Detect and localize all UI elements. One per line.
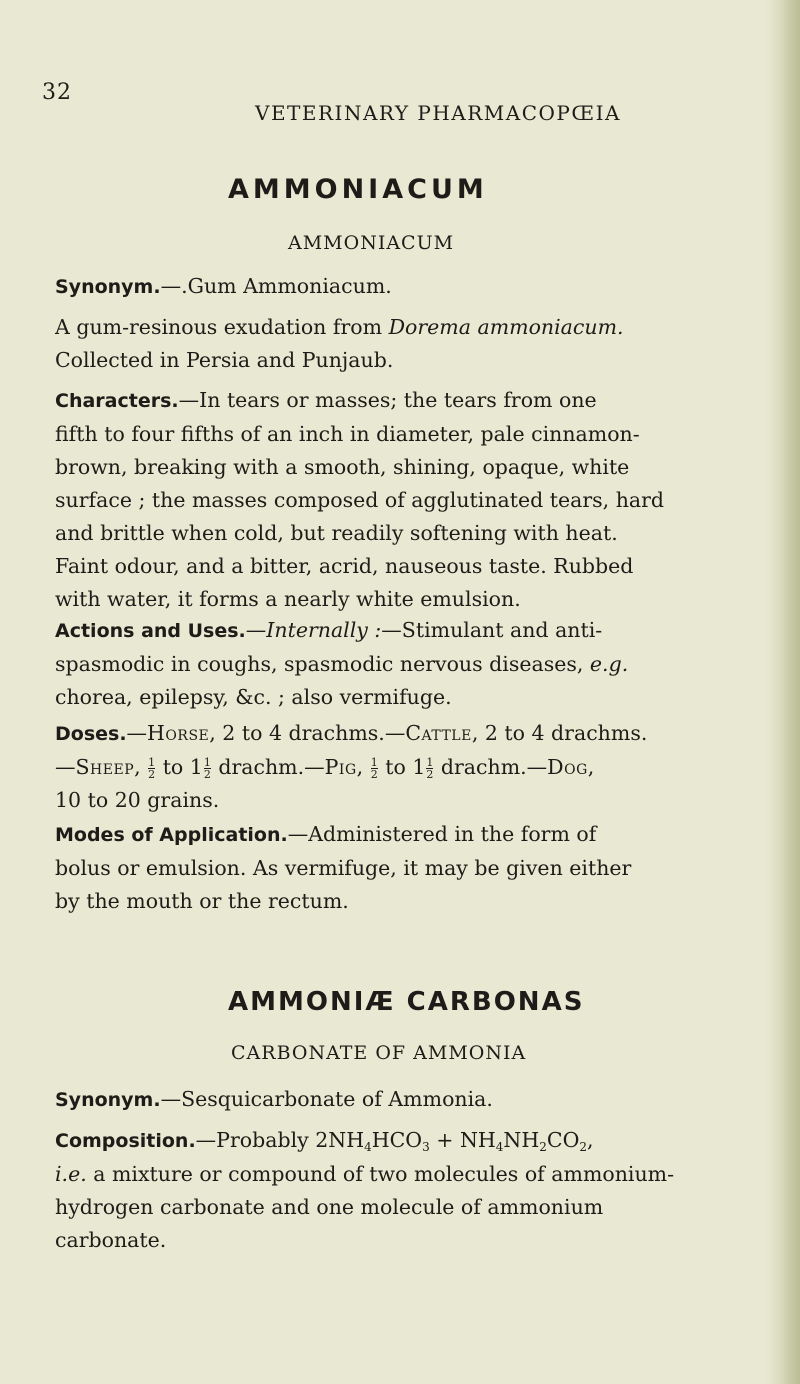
composition-line-1	[55, 1124, 740, 1158]
formula-subscript: 4	[495, 1140, 504, 1154]
dose-pig-text: to 1	[378, 755, 426, 779]
composition-label: Composition.	[55, 1130, 196, 1152]
section-subtitle-carbonate-of-ammonia: CARBONATE OF AMMONIA	[231, 1042, 527, 1064]
fraction-denominator: 2	[203, 768, 211, 781]
composition-line-4: carbonate.	[55, 1228, 167, 1252]
doses-dash: —	[126, 721, 148, 745]
formula-part: NH	[503, 1128, 540, 1152]
dose-sheep-text: to 1	[156, 755, 203, 779]
characters-line-4: surface ; the masses composed of agglutinated tears, hard	[55, 488, 665, 512]
formula-part: ,	[587, 1128, 594, 1152]
fraction-denominator: 2	[148, 768, 156, 781]
doses-line-1	[55, 717, 740, 751]
description-line-1	[55, 311, 740, 344]
characters-line-7: with water, it forms a nearly white emulsion.	[55, 587, 521, 611]
dose-animal-sheep: Sheep	[75, 755, 135, 779]
dose-horse-text: , 2 to 4 drachms.—	[209, 721, 406, 745]
formula-subscript: 4	[364, 1140, 372, 1154]
section-subtitle-ammoniacum: AMMONIACUM	[288, 232, 455, 254]
formula-part: + NH	[429, 1128, 496, 1152]
actions-text: spasmodic in coughs, spasmodic nervous diseases,	[55, 652, 590, 676]
composition-line-3: hydrogen carbonate and one molecule of ammonium	[55, 1195, 604, 1219]
actions-label: Actions and Uses.	[55, 620, 246, 642]
fraction-numerator: 1	[426, 756, 434, 769]
actions-line-2	[55, 648, 740, 681]
synonym-line	[55, 270, 740, 304]
actions-internally: Internally :	[266, 618, 382, 642]
description-paragraph	[55, 311, 740, 377]
dose-animal-horse: Horse	[147, 721, 210, 745]
carbonas-synonym-paragraph	[55, 1083, 740, 1117]
dose-cattle-text: , 2 to 4 drachms.	[471, 721, 648, 745]
formula-subscript: 2	[539, 1140, 547, 1154]
carbonas-synonym-line	[55, 1083, 740, 1117]
characters-text: —In tears or masses; the tears from one	[178, 388, 597, 412]
page-number: 32	[42, 80, 72, 105]
doses-paragraph	[55, 717, 740, 817]
dose-sheep-text: ,	[134, 755, 148, 779]
characters-line-5: and brittle when cold, but readily softening with heat.	[55, 521, 618, 545]
fraction-half	[204, 757, 211, 780]
formula-part: —Probably 2NH	[195, 1128, 365, 1152]
characters-paragraph	[55, 384, 740, 616]
dose-animal-pig: Pig	[324, 755, 357, 779]
characters-label: Characters.	[55, 390, 179, 412]
actions-dash: —	[245, 618, 267, 642]
carbonas-synonym-text: —Sesquicarbonate of Ammonia.	[160, 1087, 493, 1111]
dose-dog-text: ,	[587, 755, 595, 779]
composition-text: a mixture or compound of two molecules of ammonium-	[86, 1162, 675, 1186]
fraction-half	[371, 757, 378, 780]
dose-pig-text: ,	[356, 755, 370, 779]
modes-paragraph	[55, 818, 740, 918]
doses-line-3: 10 to 20 grains.	[55, 788, 220, 812]
species-name: Dorema ammoniacum.	[388, 315, 624, 339]
modes-line-2: bolus or emulsion. As vermifuge, it may be given either	[55, 856, 632, 880]
fraction-denominator: 2	[370, 768, 378, 781]
doses-dash: —	[55, 755, 76, 779]
formula-part: HCO	[371, 1128, 423, 1152]
description-line-2: Collected in Persia and Punjaub.	[55, 348, 394, 372]
dose-sheep-text: drachm.—	[211, 755, 325, 779]
dose-animal-dog: Dog	[547, 755, 588, 779]
characters-line-1	[55, 384, 740, 418]
fraction-numerator: 1	[148, 756, 156, 769]
fraction-half	[148, 757, 155, 780]
fraction-half	[426, 757, 433, 780]
running-title: VETERINARY PHARMACOPŒIA	[255, 101, 621, 125]
carbonas-synonym-label: Synonym.	[55, 1089, 161, 1111]
characters-line-3: brown, breaking with a smooth, shining, opaque, white	[55, 455, 630, 479]
fraction-numerator: 1	[370, 756, 378, 769]
fraction-denominator: 2	[426, 768, 434, 781]
actions-text: —Stimulant and anti-	[381, 618, 603, 642]
synonym-paragraph	[55, 270, 740, 304]
modes-line-1	[55, 818, 740, 852]
dose-animal-cattle: Cattle	[405, 721, 472, 745]
composition-ie: i.e.	[55, 1162, 87, 1186]
doses-label: Doses.	[55, 723, 127, 745]
formula-part: CO	[546, 1128, 580, 1152]
section-title-ammoniacum: AMMONIACUM	[228, 174, 488, 205]
section-title-ammoniae-carbonas: AMMONIÆ CARBONAS	[228, 987, 585, 1017]
synonym-text: —.Gum Ammoniacum.	[160, 274, 392, 298]
dose-pig-text: drachm.—	[434, 755, 548, 779]
composition-paragraph	[55, 1124, 740, 1257]
modes-line-3: by the mouth or the rectum.	[55, 889, 349, 913]
actions-line-1	[55, 614, 740, 648]
fraction-numerator: 1	[203, 756, 211, 769]
formula-subscript: 3	[422, 1140, 430, 1154]
actions-eg: e.g.	[589, 652, 629, 676]
formula-subscript: 2	[579, 1140, 588, 1154]
synonym-label: Synonym.	[55, 276, 161, 298]
description-text: A gum-resinous exudation from	[55, 315, 389, 339]
composition-line-2	[55, 1158, 740, 1191]
actions-paragraph	[55, 614, 740, 714]
doses-line-2	[55, 751, 740, 784]
actions-line-3: chorea, epilepsy, &c. ; also vermifuge.	[55, 685, 452, 709]
characters-line-6: Faint odour, and a bitter, acrid, nauseous taste. Rubbed	[55, 554, 634, 578]
modes-label: Modes of Application.	[55, 824, 288, 846]
modes-text: —Administered in the form of	[287, 822, 597, 846]
characters-line-2: fifth to four fifths of an inch in diameter, pale cinnamon-	[55, 422, 640, 446]
